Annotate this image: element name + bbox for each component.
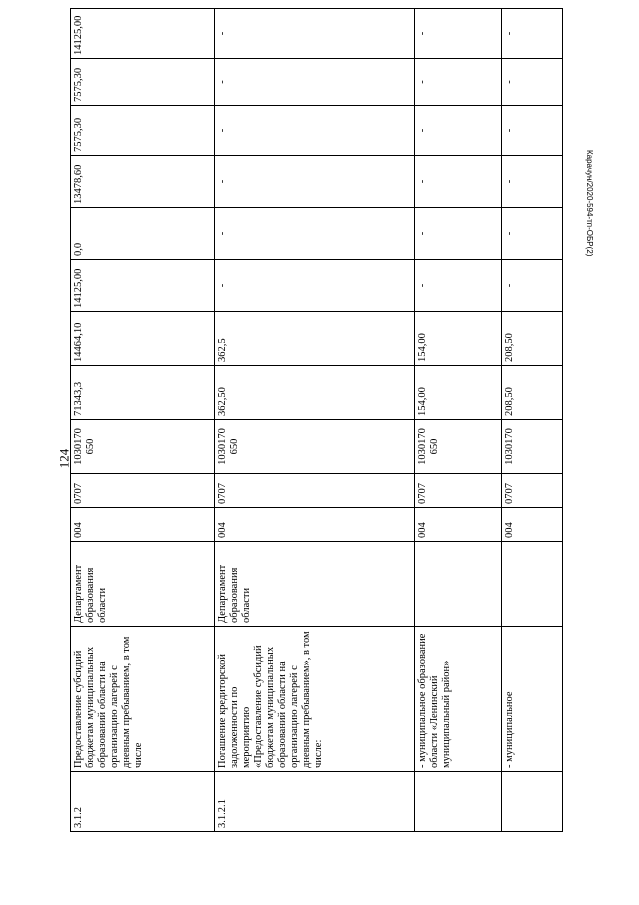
cell-rzpr: 0707 [415,474,502,508]
cell-csr: 1030170 650 [71,420,215,474]
cell-value: 362,5 [215,312,415,366]
cell-name: - муниципальное [502,627,563,772]
cell-executor: Департамент образования области [215,542,415,627]
cell-value: 362,50 [215,366,415,420]
cell-name: - муниципальное образование области «Ленинский муниципальный район» [415,627,502,772]
cell-value: 154,00 [415,366,502,420]
cell-value: 7575,30 [71,59,215,106]
cell-value: 14125,00 [71,260,215,312]
cell-value: - [215,208,415,260]
cell-value: - [415,156,502,208]
cell-value: - [415,106,502,156]
cell-value: 0,0 [71,208,215,260]
cell-executor [502,542,563,627]
cell-value: - [502,106,563,156]
cell-name: Предоставление субсидий бюджетам муниципальных образований области на организацию лагерей с дневным пребыванием, в том числе [71,627,215,772]
cell-value: 71343,3 [71,366,215,420]
cell-value: - [502,208,563,260]
cell-csr: 1030170 [502,420,563,474]
cell-rzpr: 0707 [502,474,563,508]
rotated-table-container [70,15,562,832]
cell-value: - [502,260,563,312]
table-row [71,9,215,832]
cell-value: - [415,208,502,260]
cell-value: - [215,59,415,106]
cell-executor [415,542,502,627]
cell-value: 208,50 [502,312,563,366]
cell-num: 3.1.2 [71,772,215,832]
cell-value: 14125,00 [71,9,215,59]
cell-grbs: 004 [415,508,502,542]
cell-num [502,772,563,832]
cell-csr: 1030170 650 [415,420,502,474]
table-row [502,9,563,832]
cell-value: - [502,9,563,59]
table-row [415,9,502,832]
cell-csr: 1030170 650 [215,420,415,474]
cell-value: - [215,106,415,156]
cell-name: Погашение кредиторской задолженности по мероприятию «Предоставление субсидий бюджетам муниципальных образований области на организацию лагерей с дневным пребыванием», в том числе: [215,627,415,772]
cell-value: 154,00 [415,312,502,366]
cell-value: - [502,156,563,208]
cell-value: - [215,260,415,312]
cell-rzpr: 0707 [71,474,215,508]
cell-value: - [415,260,502,312]
cell-num: 3.1.2.1 [215,772,415,832]
cell-executor: Департамент образования области [71,542,215,627]
cell-num [415,772,502,832]
cell-value: 14464,10 [71,312,215,366]
cell-grbs: 004 [215,508,415,542]
page-number: 124 [56,448,72,469]
cell-rzpr: 0707 [215,474,415,508]
table-row [215,9,415,832]
cell-grbs: 004 [71,508,215,542]
cell-value: 208,50 [502,366,563,420]
cell-value: 7575,30 [71,106,215,156]
cell-value: - [215,156,415,208]
cell-value: - [502,59,563,106]
cell-grbs: 004 [502,508,563,542]
cell-value: - [415,9,502,59]
cell-value: - [415,59,502,106]
cell-value: 13478,60 [71,156,215,208]
cell-value: - [215,9,415,59]
document-code: Карачун/2020-594-тп-ОБР(2) [585,150,594,257]
budget-table [70,8,563,832]
